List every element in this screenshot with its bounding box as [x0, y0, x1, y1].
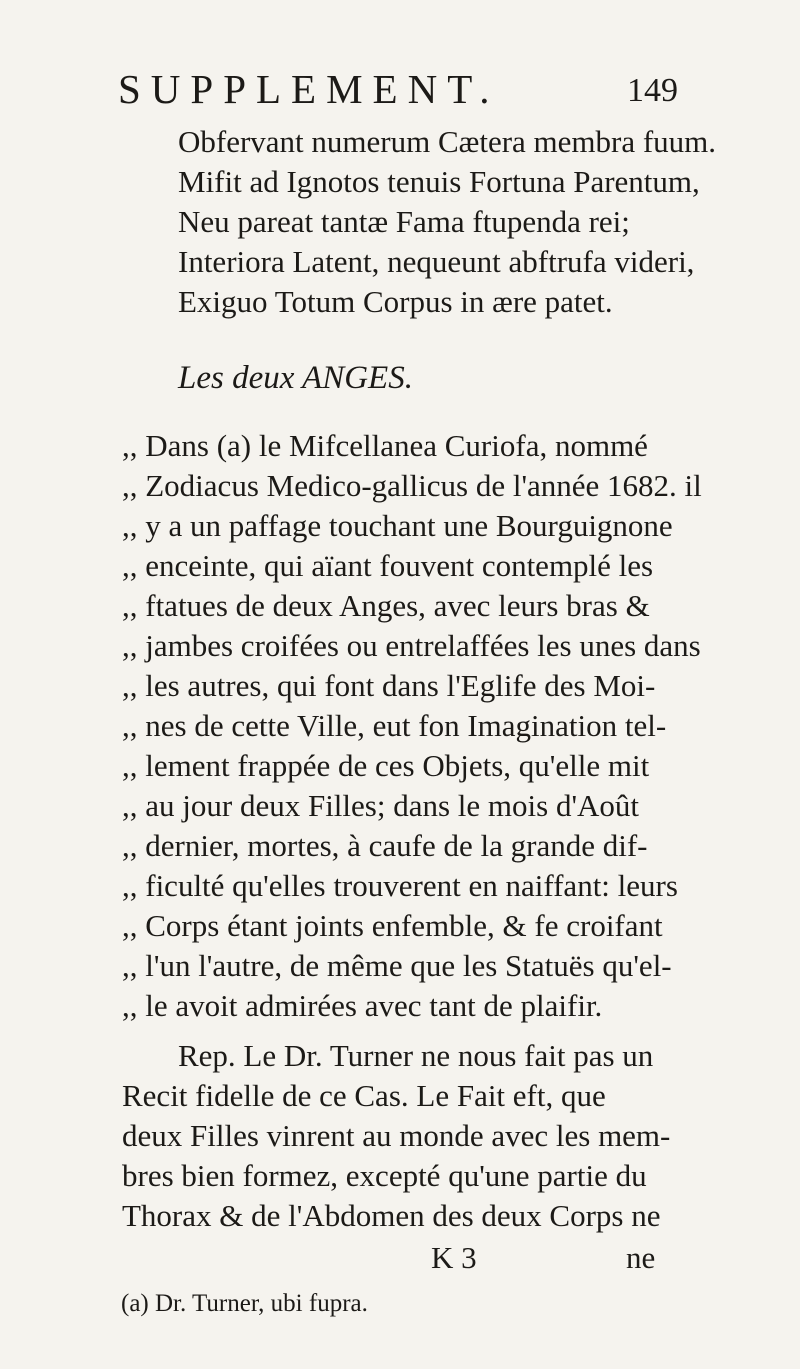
body-line: ,, Dans (a) le Mifcellanea Curiofa, nommé [122, 428, 648, 463]
body-line: Recit fidelle de ce Cas. Le Fait eft, que [122, 1078, 606, 1113]
verse-line: Exiguo Totum Corpus in ære patet. [178, 284, 613, 319]
body-line: deux Filles vinrent au monde avec les mem- [122, 1118, 671, 1153]
body-line: Thorax & de l'Abdomen des deux Corps ne [122, 1198, 661, 1233]
body-line: ,, lement frappée de ces Objets, qu'elle mit [122, 748, 650, 783]
body-line: ,, ficulté qu'elles trouverent en naiffant: leurs [122, 868, 678, 903]
catchword: ne [626, 1240, 656, 1275]
body-line: ,, l'un l'autre, de même que les Statuës qu'el- [122, 948, 672, 983]
verse-line: Mifit ad Ignotos tenuis Fortuna Parentum, [178, 164, 700, 199]
section-title: Les deux ANGES. [178, 360, 413, 396]
body-line: ,, au jour deux Filles; dans le mois d'Août [122, 788, 640, 823]
page-number: 149 [627, 72, 678, 109]
signature-mark: K 3 [431, 1240, 477, 1275]
running-header [118, 64, 678, 114]
body-line: ,, ftatues de deux Anges, avec leurs bras & [122, 588, 650, 623]
body-line: ,, le avoit admirées avec tant de plaifir. [122, 988, 603, 1023]
verse-line: Neu pareat tantæ Fama ftupenda rei; [178, 204, 630, 239]
footnote: (a) Dr. Turner, ubi fupra. [121, 1290, 368, 1317]
body-line: ,, y a un paffage touchant une Bourguignone [122, 508, 673, 543]
body-line: ,, jambes croifées ou entrelaffées les unes dans [122, 628, 701, 663]
body-line: ,, nes de cette Ville, eut fon Imagination tel- [122, 708, 667, 743]
verse-line: Interiora Latent, nequeunt abftrufa videri, [178, 244, 695, 279]
body-line: ,, Zodiacus Medico-gallicus de l'année 1682. il [122, 468, 702, 503]
body-line: ,, Corps étant joints enfemble, & fe croifant [122, 908, 663, 943]
running-title: SUPPLEMENT. [118, 66, 500, 112]
body-line: ,, les autres, qui font dans l'Eglife des Moi- [122, 668, 656, 703]
body-line: ,, enceinte, qui aïant fouvent contemplé les [122, 548, 654, 583]
verse-line: Obfervant numerum Cætera membra fuum. [178, 124, 717, 159]
body-line: ,, dernier, mortes, à caufe de la grande dif- [122, 828, 648, 863]
body-line: bres bien formez, excepté qu'une partie du [122, 1158, 647, 1193]
body-line: Rep. Le Dr. Turner ne nous fait pas un [178, 1038, 654, 1073]
